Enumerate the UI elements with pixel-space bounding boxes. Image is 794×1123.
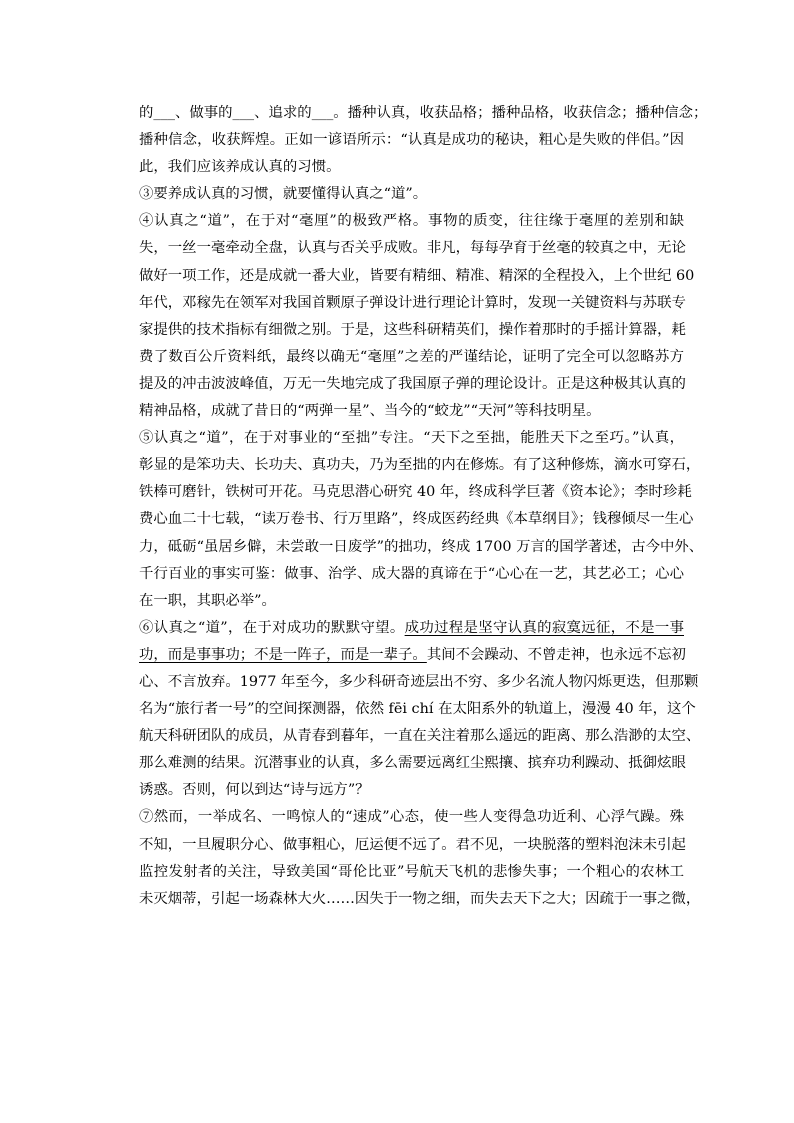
underlined-sentence: 功，而是事事功；不是一阵子，而是一辈子。	[139, 646, 427, 663]
text-line: 彰显的是笨功夫、长功夫、真功夫，乃为至拙的内在修炼。有了这种修炼，滴水可穿石，	[139, 457, 701, 474]
text-line: 千行百业的事实可鉴：做事、治学、成大器的真谛在于“心心在一艺，其艺必工；心心	[139, 565, 684, 582]
text-line: ④认真之“道”，在于对“毫厘”的极致严格。事物的质变，往往缘于毫厘的差别和缺	[139, 213, 684, 230]
text-line: 未灭烟蒂，引起一场森林大火……因失于一物之细，而失去天下之大；因疏于一事之微，	[139, 890, 701, 907]
text-line: 提及的冲击波波峰值，万无一失地完成了我国原子弹的理论设计。正是这种极其认真的	[139, 375, 686, 392]
text-line: 力，砥砺“虽居乡僻，未尝敢一日废学”的拙功，终成 1700 万言的国学著述，古今中外、	[139, 538, 704, 555]
text-line: 的___、做事的___、追求的___。播种认真，收获品格；播种品格，收获信念；播种信念；	[139, 105, 708, 121]
text-line: 播种信念，收获辉煌。正如一谚语所示：“认真是成功的秘诀，粗心是失败的伴侣。”因	[139, 132, 684, 149]
text-line: 监控发射者的关注，导致美国“哥伦比亚”号航天飞机的悲惨失事；一个粗心的农林工	[139, 863, 684, 880]
text-line: 此，我们应该养成认真的习惯。	[139, 159, 341, 176]
text-line: 家提供的技术指标有细微之别。于是，这些科研精英们，操作着那时的手摇计算器，耗	[139, 321, 686, 338]
text-line	[139, 642, 684, 669]
text-line: 不知，一旦履职分心、做事粗心，厄运便不远了。君不见，一块脱落的塑料泡沫未引起	[139, 836, 686, 853]
text-line: 诱惑。否则，何以到达“诗与远方”？	[139, 782, 370, 799]
text-line: 在一职，其职必举”。	[139, 592, 276, 609]
text-line: 那么难测的结果。沉潜事业的认真，多么需要远离红尘熙攘、摈弃功利躁动、抵御炫眼	[139, 755, 686, 772]
text-line: ⑤认真之“道”，在于对事业的“至拙”专注。“天下之至拙，能胜天下之至巧。”认真，	[139, 430, 684, 447]
text-line: 年代，邓稼先在领军对我国首颗原子弹设计进行理论计算时，发现一关键资料与苏联专	[139, 294, 686, 311]
article-body	[139, 100, 708, 913]
paragraph-3: ③要养成认真的习惯，就要懂得认真之“道”。	[139, 186, 428, 203]
text-line: 铁棒可磨针，铁树可开花。马克思潜心研究 40 年，终成科学巨著《资本论》；李时珍耗	[139, 484, 692, 501]
text-line: ⑦然而，一举成名、一鸣惊人的“速成”心态，使一些人变得急功近利、心浮气躁。殊	[139, 809, 684, 826]
text-line: 名为“旅行者一号”的空间探测器，依然 fēi chí 在太阳系外的轨道上，漫漫 40 年，这个	[139, 701, 696, 718]
text-line: 航天科研团队的成员，从青春到暮年，一直在关注着那么遥远的距离、那么浩渺的太空、	[139, 728, 701, 745]
text-line: 心、不言放弃。1977 年至今，多少科研奇迹层出不穷、多少名流人物闪烁更迭，但那颗	[139, 673, 699, 690]
text-line: 费心血二十七载，“读万卷书、行万里路”，终成医药经典《本草纲目》；钱穆倾尽一生心	[139, 511, 694, 528]
text-line: 失，一丝一毫牵动全盘，认真与否关乎成败。非凡，每每孕育于丝毫的较真之中，无论	[139, 240, 686, 257]
text-line: 做好一项工作，还是成就一番大业，皆要有精细、精准、精深的全程投入，上个世纪 60	[139, 267, 695, 284]
text-line: 精神品格，成就了昔日的“两弹一星”、当今的“蛟龙”“天河”等科技明星。	[139, 403, 601, 420]
text-line	[139, 615, 684, 642]
text-line: 费了数百公斤资料纸，最终以确无“毫厘”之差的严谨结论，证明了完全可以忽略苏方	[139, 348, 684, 365]
paragraph-6-lead: ⑥认真之“道”，在于对成功的默默守望。	[139, 619, 405, 636]
text-span: 其间不会躁动、不曾走神，也永远不忘初	[426, 646, 686, 663]
underlined-sentence: 成功过程是坚守认真的寂寞远征，不是一事	[404, 619, 684, 636]
